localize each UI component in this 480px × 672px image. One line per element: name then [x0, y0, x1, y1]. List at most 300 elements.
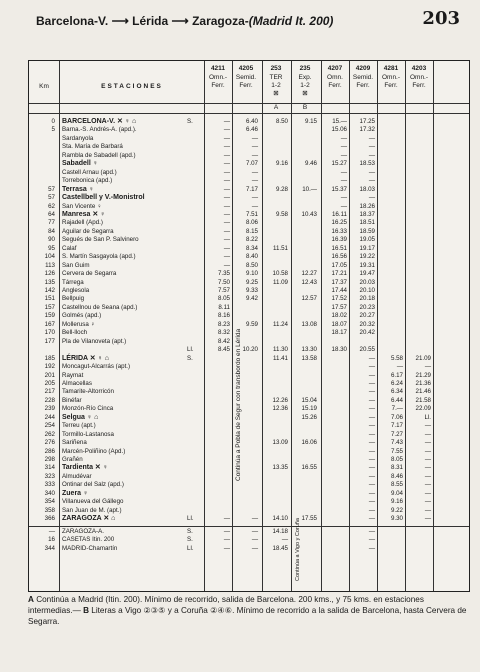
time-cell: 8.55 — [390, 481, 403, 489]
time-cell: — — [424, 363, 431, 371]
station-name: Terrasa ♀ — [62, 185, 94, 193]
time-cell: — — [368, 472, 375, 480]
km-value: 16 — [48, 536, 55, 544]
station-name: BARCELONA-V. ✕ ♀ ⌂ — [62, 118, 137, 125]
vertical-note-2: Continúa a Vigo y Coruña — [295, 518, 301, 581]
station-name: Grañén — [62, 456, 83, 463]
time-cell: 20.03 — [359, 278, 375, 286]
km-value: 95 — [48, 244, 55, 252]
station-name: Aguilar de Segarra — [62, 227, 114, 235]
time-cell: 15.— — [332, 118, 347, 125]
train-type: TER 1-2 ⊠ — [269, 74, 283, 97]
time-cell: 8.50 — [275, 118, 288, 125]
train-type: Exp. 1-2 ⊠ — [298, 74, 312, 97]
time-cell: — — [251, 168, 258, 176]
route-dest-note: (Madrid It. 200) — [248, 14, 334, 28]
km-value: 57 — [48, 185, 55, 193]
time-cell: 18.02 — [331, 312, 347, 320]
time-cell: — — [223, 118, 230, 125]
station-name: Castellbell y V.-Monistrol — [62, 194, 145, 202]
km-value: 254 — [44, 422, 55, 430]
km-value: 135 — [44, 278, 55, 286]
arrival-departure-mark: S. — [187, 536, 193, 544]
station-name: Selgua ♀ ⌂ — [62, 413, 99, 421]
time-cell: — — [368, 388, 375, 396]
time-cell: — — [396, 363, 403, 371]
km-value: 57 — [48, 194, 55, 202]
time-cell: — — [368, 498, 375, 506]
station-name: Anglesola — [62, 287, 90, 294]
time-cell: 8.42 — [217, 337, 230, 345]
time-cell: — — [368, 194, 375, 202]
time-cell: — — [368, 134, 375, 142]
time-cell: — — [368, 439, 375, 447]
time-cell: 16.06 — [301, 439, 317, 447]
train-number: 4203 — [411, 65, 427, 72]
time-cell: — — [368, 527, 375, 535]
time-cell: — — [251, 202, 258, 210]
timetable — [28, 60, 470, 592]
time-cell: 9.46 — [304, 160, 317, 168]
time-cell: — — [223, 219, 230, 227]
time-cell: — — [368, 544, 375, 552]
time-cell: — — [223, 143, 230, 151]
time-cell: — — [368, 464, 375, 472]
km-value: 340 — [44, 489, 55, 497]
km-value: 344 — [44, 544, 55, 552]
time-cell: 16.51 — [331, 244, 347, 252]
time-cell: 8.11 — [218, 303, 230, 311]
station-name: Tamarite-Altorricón — [62, 388, 114, 396]
column-divider — [433, 61, 434, 591]
train-type: Omn. Ferr. — [327, 74, 343, 89]
time-cell: — — [223, 134, 230, 142]
time-cell: — — [223, 177, 230, 185]
time-cell: 8.45 — [217, 346, 230, 354]
time-cell: — — [223, 126, 230, 134]
station-name: Castell Arnau (apd.) — [62, 168, 117, 176]
time-cell: — — [251, 527, 258, 535]
time-cell: 17.37 — [331, 278, 347, 286]
station-name: Terreu (apt.) — [62, 422, 96, 430]
time-cell: — — [223, 261, 230, 269]
km-value: 64 — [48, 210, 55, 218]
arrival-departure-mark: S. — [187, 354, 193, 362]
time-cell: 17.05 — [331, 261, 347, 269]
arrow-icon: ⟶ — [111, 14, 129, 28]
time-cell: 12.43 — [301, 278, 317, 286]
time-cell: 17.32 — [359, 126, 375, 134]
time-cell: 9.16 — [275, 160, 288, 168]
time-cell: 13.09 — [272, 439, 288, 447]
time-cell: 8.32 — [217, 329, 230, 337]
time-cell: — — [223, 236, 230, 244]
route-origin: Barcelona-V. — [36, 14, 109, 28]
time-cell: 20.18 — [359, 295, 375, 303]
km-value: 5 — [51, 126, 55, 134]
arrival-departure-mark: Ll. — [187, 544, 194, 552]
time-cell: 8.22 — [245, 236, 258, 244]
time-cell: 18.53 — [359, 160, 375, 168]
time-cell: — — [340, 177, 347, 185]
time-cell: 10.43 — [301, 210, 317, 218]
time-cell: — — [340, 168, 347, 176]
train-type: Omn.- Ferr. — [409, 74, 429, 89]
station-name: Binéfar — [62, 396, 82, 404]
station-name: Tardienta ✕ ♀ — [62, 464, 108, 472]
station-name: Tárrega — [62, 278, 84, 286]
time-cell: — — [340, 143, 347, 151]
train-number: 4211 — [210, 65, 226, 72]
time-cell: 12.36 — [272, 405, 288, 413]
time-cell: — — [251, 143, 258, 151]
time-cell: 20.55 — [359, 346, 375, 354]
station-name: Sariñena — [62, 439, 87, 447]
time-cell: 7.43 — [390, 439, 403, 447]
km-value: 104 — [44, 253, 55, 261]
time-cell: 17.25 — [359, 118, 375, 125]
station-name: Monzón-Río Cinca — [62, 405, 114, 413]
time-cell: 16.11 — [331, 210, 347, 218]
time-cell: — — [368, 363, 375, 371]
time-cell: 8.31 — [390, 464, 403, 472]
time-cell: 8.23 — [217, 320, 230, 328]
time-cell: 8.46 — [390, 472, 403, 480]
time-cell: 7.17 — [390, 422, 403, 430]
time-cell: 9.10 — [245, 270, 258, 278]
time-cell: 12.26 — [272, 396, 288, 404]
time-cell: 14.18 — [272, 527, 288, 535]
time-cell: — — [368, 536, 375, 544]
footnote-b-label: B — [83, 606, 89, 615]
time-cell: — — [223, 253, 230, 261]
time-cell: 9.25 — [245, 278, 258, 286]
time-cell: — — [368, 489, 375, 497]
time-cell: — — [424, 430, 431, 438]
time-cell: — — [223, 202, 230, 210]
km-value: 333 — [44, 481, 55, 489]
train-number: 4205 — [238, 65, 254, 72]
time-cell: 7.07 — [245, 160, 258, 168]
time-cell: — — [424, 439, 431, 447]
time-cell: 18.17 — [331, 329, 347, 337]
km-value: 84 — [48, 227, 55, 235]
time-cell: — — [251, 134, 258, 142]
time-cell: — — [251, 151, 258, 159]
time-cell: 14.10 — [272, 515, 288, 523]
station-name: Rambla de Sabadell (apd.) — [62, 151, 136, 159]
station-name: Rajadell (Apd.) — [62, 219, 103, 227]
time-cell: 7.17 — [245, 185, 258, 193]
time-cell: — — [223, 194, 230, 202]
time-cell: 22.09 — [415, 405, 431, 413]
page-number: 203 — [422, 8, 460, 29]
time-cell: 17.21 — [331, 270, 347, 278]
time-cell: — — [424, 506, 431, 514]
time-cell: 7.57 — [217, 287, 230, 294]
time-cell: 17.55 — [301, 515, 317, 523]
time-cell: 11.30 — [272, 346, 288, 354]
time-cell: — — [424, 464, 431, 472]
time-cell: 9.15 — [304, 118, 317, 125]
time-cell: — — [223, 210, 230, 218]
time-cell: 16.33 — [331, 227, 347, 235]
km-value: 185 — [44, 354, 55, 362]
route-title — [36, 14, 333, 28]
time-cell: — — [368, 430, 375, 438]
train-type: Semid. Ferr. — [235, 74, 257, 89]
km-value: 217 — [44, 388, 55, 396]
train-type: Semid. Ferr. — [352, 74, 374, 89]
time-cell: 19.05 — [359, 236, 375, 244]
time-cell: 9.42 — [245, 295, 258, 303]
time-cell: 16.39 — [331, 236, 347, 244]
station-name: Sardanyola — [62, 134, 94, 142]
time-cell: 20.32 — [359, 320, 375, 328]
time-cell: — — [368, 143, 375, 151]
time-cell: 7.35 — [217, 270, 230, 278]
arrival-departure-mark: S. — [187, 118, 193, 125]
time-cell: — — [340, 151, 347, 159]
page-header — [28, 8, 468, 32]
time-cell: 18.51 — [359, 219, 375, 227]
bottom-divider — [29, 526, 469, 527]
station-name: Segués de San P. Salvinero — [62, 236, 139, 244]
time-cell: — — [251, 544, 258, 552]
km-value: 205 — [44, 379, 55, 387]
time-cell: 15.06 — [331, 126, 347, 134]
station-name: Calaf — [62, 244, 77, 252]
time-cell: 7.51 — [245, 210, 258, 218]
time-cell: 18.37 — [359, 210, 375, 218]
station-name: Bell-lloch — [62, 329, 88, 337]
km-value: 239 — [44, 405, 55, 413]
time-cell: — — [424, 498, 431, 506]
time-cell: — — [368, 481, 375, 489]
km-value: 244 — [44, 413, 55, 421]
station-name: Castellnou de Seana (apd.) — [62, 303, 138, 311]
time-cell: — — [368, 168, 375, 176]
station-name: Pla de Vilanoveta (apt.) — [62, 337, 127, 345]
time-cell: 12.27 — [301, 270, 317, 278]
km-value: 354 — [44, 498, 55, 506]
time-cell: Ll. — [424, 413, 431, 421]
station-name: San Guim — [62, 261, 90, 269]
time-cell: — — [223, 244, 230, 252]
time-cell: 6.46 — [245, 126, 258, 134]
letter-divider — [29, 113, 469, 114]
km-value: 159 — [44, 312, 55, 320]
km-value: 157 — [44, 303, 55, 311]
time-cell: 13.08 — [301, 320, 317, 328]
time-cell: — — [223, 536, 230, 544]
time-cell: 11.09 — [272, 278, 288, 286]
time-cell: 21.29 — [415, 371, 431, 379]
station-name: Cervera de Segarra — [62, 270, 117, 278]
time-cell: — — [424, 481, 431, 489]
time-cell: — — [368, 413, 375, 421]
time-cell: — — [368, 422, 375, 430]
time-cell: — — [223, 185, 230, 193]
time-cell: 6.24 — [390, 379, 403, 387]
time-cell: 7.— — [391, 405, 403, 413]
time-cell: 19.22 — [359, 253, 375, 261]
station-name: Zuera ♀ — [62, 489, 89, 497]
time-cell: 20.23 — [359, 303, 375, 311]
time-cell: 18.30 — [331, 346, 347, 354]
time-cell: 10.— — [302, 185, 317, 193]
station-name: Almudévar — [62, 472, 92, 480]
time-cell: 13.58 — [301, 354, 317, 362]
time-cell: 9.22 — [390, 506, 403, 514]
time-cell: — — [223, 527, 230, 535]
time-cell: 8.34 — [245, 244, 258, 252]
time-cell: 20.27 — [359, 312, 375, 320]
km-value: 228 — [44, 396, 55, 404]
time-cell: 21.46 — [415, 388, 431, 396]
km-value: 323 — [44, 472, 55, 480]
station-name: Moncagut-Alcarrás (apt.) — [62, 363, 131, 371]
time-cell: 8.50 — [245, 261, 258, 269]
time-cell: — — [223, 151, 230, 159]
time-cell: 9.28 — [275, 185, 288, 193]
footnotes — [28, 594, 468, 627]
train-number: 235 — [299, 65, 311, 72]
arrival-departure-mark: Ll. — [187, 346, 194, 354]
time-cell: 8.05 — [217, 295, 230, 303]
km-value: 62 — [48, 202, 55, 210]
time-cell: — — [223, 515, 230, 523]
time-cell: — — [368, 506, 375, 514]
time-cell: — — [368, 515, 375, 523]
stations-header: ESTACIONES — [101, 83, 163, 90]
km-value: 358 — [44, 506, 55, 514]
km-value: 276 — [44, 439, 55, 447]
time-cell: 15.37 — [331, 185, 347, 193]
km-value: 192 — [44, 363, 55, 371]
train-number: 253 — [270, 65, 282, 72]
time-cell: — — [424, 456, 431, 463]
time-cell: 9.58 — [275, 210, 288, 218]
station-name: ZARAGOZA-A. — [62, 527, 104, 535]
time-cell: — — [340, 134, 347, 142]
time-cell: 21.09 — [415, 354, 431, 362]
time-cell: — — [223, 544, 230, 552]
km-value: 286 — [44, 447, 55, 455]
station-name: Tormillo-Lastanosa — [62, 430, 114, 438]
km-value: 201 — [44, 371, 55, 379]
time-cell: — — [368, 177, 375, 185]
time-cell: — — [251, 536, 258, 544]
time-cell: 5.58 — [390, 354, 403, 362]
time-cell: 7.55 — [390, 447, 403, 455]
column-divider — [59, 61, 60, 591]
km-value: 151 — [44, 295, 55, 303]
time-cell: 21.36 — [415, 379, 431, 387]
km-value: 0 — [51, 118, 55, 125]
station-name: Golmés (apd.) — [62, 312, 102, 320]
station-name: CASETAS Itin. 200 — [62, 536, 115, 544]
time-cell: 11.24 — [272, 320, 288, 328]
time-cell: — — [223, 168, 230, 176]
time-cell: 13.30 — [301, 346, 317, 354]
km-value: 262 — [44, 430, 55, 438]
time-cell: 15.26 — [301, 413, 317, 421]
station-name: Barna.-S. Andrés-A. (apd.). — [62, 126, 137, 134]
station-name: Almacellas — [62, 379, 92, 387]
time-cell: — — [424, 472, 431, 480]
time-cell: 9.04 — [390, 489, 403, 497]
time-cell: — — [424, 422, 431, 430]
route-via: Lérida — [132, 14, 169, 28]
time-cell: 18.59 — [359, 227, 375, 235]
time-cell: 10.20 — [242, 346, 258, 354]
arrow-icon: ⟶ — [171, 14, 189, 28]
time-cell: 8.06 — [245, 219, 258, 227]
route-dest: Zaragoza- — [192, 14, 249, 28]
time-cell: — — [368, 396, 375, 404]
time-cell: 15.27 — [331, 160, 347, 168]
time-cell: 15.04 — [301, 396, 317, 404]
train-number: 4207 — [327, 65, 343, 72]
time-cell: 18.45 — [272, 544, 288, 552]
km-value: 366 — [44, 515, 55, 523]
km-value: 126 — [44, 270, 55, 278]
time-cell: — — [424, 447, 431, 455]
km-value: 113 — [45, 261, 55, 269]
station-name: Sta. María de Barbará — [62, 143, 123, 151]
time-cell: — — [368, 371, 375, 379]
time-cell: 19.31 — [359, 261, 375, 269]
time-cell: 6.17 — [390, 371, 403, 379]
km-value: 77 — [48, 219, 55, 227]
time-cell: — — [368, 447, 375, 455]
time-cell: 16.55 — [301, 464, 317, 472]
time-cell: 19.47 — [359, 270, 375, 278]
station-name: LÉRIDA ✕ ♀ ⌂ — [62, 354, 109, 362]
time-cell: 20.10 — [359, 287, 375, 294]
time-cell: — — [368, 379, 375, 387]
time-cell: 7.06 — [390, 413, 403, 421]
time-cell: 9.16 — [390, 498, 403, 506]
station-name: Sabadell ♀ — [62, 160, 98, 168]
km-value: — — [48, 527, 55, 535]
time-cell: 6.44 — [390, 396, 403, 404]
time-cell: 17.57 — [331, 303, 347, 311]
km-value: 298 — [44, 456, 55, 463]
time-cell: — — [251, 515, 258, 523]
time-cell: 18.03 — [359, 185, 375, 193]
time-cell: 9.59 — [245, 320, 258, 328]
station-name: Torrebonica (apd.) — [62, 177, 113, 185]
vertical-note: Continúa a Pobla de Segur con transbordo en Lérida — [235, 328, 242, 481]
station-name: San Juan de M. (apt.) — [62, 506, 122, 514]
time-cell: 10.58 — [272, 270, 288, 278]
station-name: S. Martín Sasgayola (apd.) — [62, 253, 136, 261]
footnote-a-label: A — [28, 595, 34, 604]
time-cell: — — [251, 194, 258, 202]
time-cell: 13.35 — [272, 464, 288, 472]
time-cell: 12.57 — [301, 295, 317, 303]
time-cell: 7.27 — [390, 430, 403, 438]
arrival-departure-mark: Ll. — [187, 515, 194, 523]
km-value: 170 — [44, 329, 55, 337]
time-cell: 16.25 — [331, 219, 347, 227]
station-name: Villanueva del Gállego — [62, 498, 124, 506]
header-divider — [29, 103, 469, 104]
time-cell: — — [340, 202, 347, 210]
time-cell: 16.56 — [331, 253, 347, 261]
